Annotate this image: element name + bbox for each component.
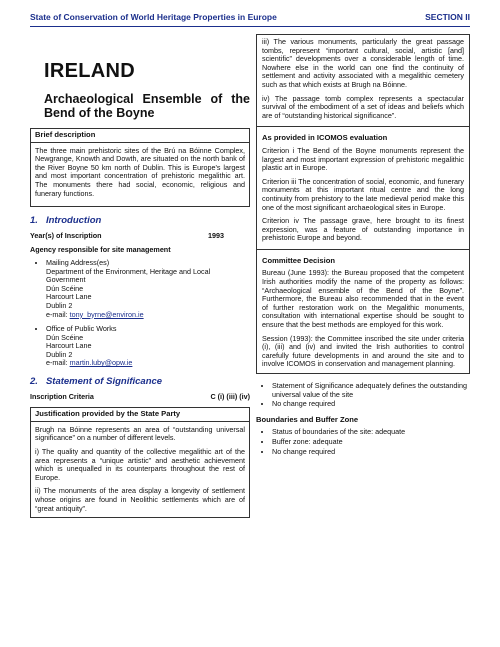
inscription-year-row (30, 232, 250, 241)
header-rule (30, 26, 470, 27)
country-title: IRELAND (44, 60, 135, 82)
icomos-paragraph: Criterion iv The passage grave, here brought to its finest expression, was a feature of outstanding importance in prehistoric Europe and beyond. (262, 216, 464, 243)
email-prefix: e-mail: (46, 358, 70, 368)
address-item (46, 259, 250, 319)
significance-heading (30, 378, 250, 387)
justification-box (30, 407, 250, 518)
inscription-year-value: 1993 (208, 230, 224, 240)
address-line: Harcourt Lane (46, 292, 92, 302)
status-item: • No change required (272, 400, 470, 409)
agency-label: Agency responsible for site management (30, 245, 171, 255)
inscription-year-label: Year(s) of Inscription (30, 230, 102, 240)
email-link[interactable]: tony_byrne@environ.ie (69, 309, 144, 319)
email-link[interactable]: martin.luby@opw.ie (69, 358, 133, 368)
justification-title: Justification provided by the State Party (31, 408, 249, 422)
email-line (46, 311, 250, 320)
boundaries-list (256, 428, 470, 456)
address-line: Department of the Environment, Heritage and Local Government (46, 266, 211, 285)
introduction-number: 1. (30, 215, 38, 227)
status-item: • Statement of Significance adequately defines the outstanding universal value of the site (272, 382, 470, 399)
address-list (30, 259, 250, 368)
justification-paragraph: iv) The passage tomb complex represents a spectacular survival of the embodiment of a set of ideas and beliefs which are of “outstanding historical significance”. (262, 93, 464, 120)
email-prefix: e-mail: (46, 309, 70, 319)
criteria-row (30, 393, 250, 402)
criteria-label: Inscription Criteria (30, 391, 94, 401)
address-line: • Mailing Address(es) (46, 257, 110, 267)
address-item (46, 325, 250, 368)
brief-description-box (30, 128, 250, 207)
status-item: • No change required (272, 448, 470, 457)
committee-paragraph: Bureau (June 1993): the Bureau proposed that the competent Irish authorities modify the name of the property as follows: “Archaeological ensemble of the Bend of the Boyne”. Furthermore, the Bureau also recommended that in the event of further restoration work on the Megalithic monuments, consultation with international expertise should be sought to ensure that the best methods are employed for this work. (262, 268, 464, 330)
boundaries-title: Boundaries and Buffer Zone (256, 414, 359, 424)
brief-description-text: The three main prehistoric sites of the Brú na Bóinne Complex, Newgrange, Knowth and Dowth, are situated on the north bank of the River Boyne 50 km north of Dublin. This is Europe's largest and most important concentration of prehistoric megalithic art. The monuments there had social, economic, religious and funerary functions. (35, 145, 245, 198)
header-section: SECTION II (425, 12, 470, 22)
section-divider (257, 126, 469, 127)
introduction-title: Introduction (45, 215, 102, 227)
address-line: Dún Scéine (46, 332, 84, 342)
address-line: Dún Scéine (46, 283, 84, 293)
significance-title: Statement of Significance (45, 376, 163, 388)
introduction-heading (30, 217, 250, 226)
justification-paragraph: iii) The various monuments, particularly the great passage tombs, represent “important cultural, social, artistic [and] scientific” developments over a considerable length of time. Nowhere else in the world can one find the continuity of settlement and activity associated with a megalithic cemetery such as that which exists at Brugh na Bóinne. (262, 37, 464, 89)
right-text-box (256, 34, 470, 374)
address-line: Dublin 2 (46, 349, 73, 359)
right-column (256, 34, 470, 462)
icomos-paragraph: Criterion iii The concentration of social, economic, and funerary monuments at this important ritual centre and the long continuity from prehistory to the late medieval period make this one of the most significant archaeological sites in Europe. (262, 176, 464, 212)
left-column (30, 34, 250, 526)
criteria-value: C (i) (iii) (iv) (210, 391, 250, 401)
address-line: Dublin 2 (46, 300, 73, 310)
significance-number: 2. (30, 376, 38, 388)
justification-paragraph: i) The quality and quantity of the collective megalithic art of the area represents a “unique artistic” and aesthetic achievement which is unequalled in its counterparts throughout the rest of Europe. (35, 447, 245, 482)
significance-status-list (256, 382, 470, 409)
brief-description-title: Brief description (31, 129, 249, 143)
address-line: • Office of Public Works (46, 324, 117, 334)
committee-title: Committee Decision (262, 255, 336, 265)
status-item: • Buffer zone: adequate (272, 438, 470, 447)
header-title: State of Conservation of World Heritage Properties in Europe (30, 12, 277, 22)
status-item: • Status of boundaries of the site: adequate (272, 428, 470, 437)
justification-paragraph: ii) The monuments of the area display a longevity of settlement whose origins are found in Neolithic settlements which are of “great antiquity”. (35, 486, 245, 513)
address-line: Harcourt Lane (46, 341, 92, 351)
icomos-paragraph: Criterion i The Bend of the Boyne monuments represent the largest and most important expression of prehistoric megalithic plastic art in Europe. (262, 145, 464, 173)
justification-paragraph: Brugh na Bóinne represents an area of “outstanding universal significance” on a number of different levels. (35, 424, 245, 443)
page-header (30, 12, 470, 26)
email-line (46, 359, 250, 368)
icomos-title: As provided in ICOMOS evaluation (262, 133, 388, 143)
section-divider (257, 249, 469, 250)
site-name: Archaeological Ensemble of the Bend of the Boyne (44, 92, 250, 120)
committee-paragraph: Session (1993): the Committee inscribed the site under criteria (i), (iii) and (iv) and invited the Irish authorities to control carefully future developments in and around the site and to involve ICOMOS in conservation and management planning. (262, 333, 464, 369)
